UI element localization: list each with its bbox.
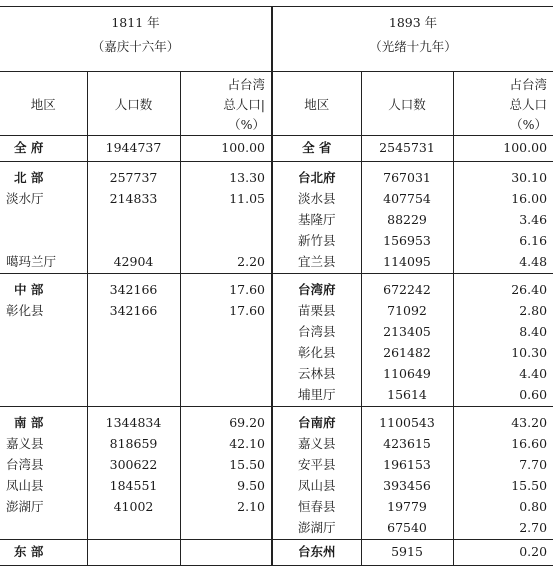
table-cell: 15614 [361, 385, 453, 407]
table-cell [180, 231, 272, 252]
table-cell: 88229 [361, 210, 453, 231]
table-cell: 114095 [361, 252, 453, 274]
table-cell: 156953 [361, 231, 453, 252]
table-cell: 淡水县 [272, 189, 361, 210]
period-1811-reign: （嘉庆十六年） [91, 39, 180, 54]
table-cell: 257737 [87, 168, 180, 189]
region-north [0, 162, 553, 274]
header-share-right [453, 72, 553, 136]
table-cell [0, 343, 87, 364]
table-cell: 恒春县 [272, 497, 361, 518]
table-cell: 4.40 [519, 366, 548, 381]
table-cell: 噶玛兰厅 [0, 252, 87, 274]
table-cell: 184551 [87, 476, 180, 497]
table-cell: 10.30 [511, 345, 548, 360]
period-1893-reign: （光绪十九年） [369, 39, 457, 54]
table-cell: 6.16 [519, 233, 548, 248]
period-1893-year: 1893 年 [388, 15, 438, 30]
table-cell: 嘉义县 [0, 434, 87, 455]
east-pop-right: 5915 [361, 540, 453, 566]
table-cell: 安平县 [272, 455, 361, 476]
header-region-right: 地区 [272, 72, 361, 136]
column-header-row [0, 72, 553, 136]
table-cell: 新竹县 [272, 231, 361, 252]
table-cell [180, 343, 272, 364]
table-cell: 17.60 [180, 280, 272, 301]
table-cell: 19779 [361, 497, 453, 518]
east-pop-left [87, 540, 180, 566]
table-cell: 393456 [361, 476, 453, 497]
total-pop-left: 1944737 [87, 136, 180, 162]
table-cell: 1344834 [87, 413, 180, 434]
table-cell [180, 322, 272, 343]
total-name-right: 全 省 [272, 136, 361, 162]
period-1811-year: 1811 年 [111, 15, 160, 30]
table-cell: 16.00 [511, 191, 548, 206]
table-cell: 214833 [87, 189, 180, 210]
table-cell: 300622 [87, 455, 180, 476]
east-name-right: 台东州 [272, 540, 361, 566]
table-cell: 15.50 [511, 478, 548, 493]
table-cell [87, 231, 180, 252]
total-pop-right: 2545731 [361, 136, 453, 162]
table-row [0, 322, 553, 343]
table-cell: 北 部 [0, 168, 87, 189]
table-cell: 9.50 [180, 476, 272, 497]
table-cell: 672242 [361, 280, 453, 301]
table-cell [0, 385, 87, 407]
table-cell: 1100543 [361, 413, 453, 434]
table-cell [180, 210, 272, 231]
period-1811 [0, 7, 272, 72]
table-cell [180, 518, 272, 540]
region-east [0, 540, 553, 566]
table-cell [87, 210, 180, 231]
table-cell [87, 343, 180, 364]
table-cell: 213405 [361, 322, 453, 343]
table-cell: 15.50 [180, 455, 272, 476]
table-cell: 彰化县 [272, 343, 361, 364]
table-cell: 台湾府 [272, 280, 361, 301]
table-cell: 42904 [87, 252, 180, 274]
table-cell: 342166 [87, 280, 180, 301]
period-1893 [272, 7, 553, 72]
period-header-row [0, 7, 553, 72]
table-cell: 埔里厅 [272, 385, 361, 407]
header-share-left-l2: 总人口| [223, 96, 266, 112]
table-cell: 69.20 [180, 413, 272, 434]
table-row [0, 497, 553, 518]
table-cell: 17.60 [180, 301, 272, 322]
total-share-left: 100.00 [180, 136, 272, 162]
table-row [0, 540, 553, 566]
table-cell: 407754 [361, 189, 453, 210]
table-row [0, 168, 553, 189]
header-population-right: 人口数 [361, 72, 453, 136]
table-cell: 澎湖厅 [272, 518, 361, 540]
population-table [0, 6, 553, 566]
table-cell [0, 364, 87, 385]
table-cell: 16.60 [511, 436, 548, 451]
table-row [0, 413, 553, 434]
table-cell: 台湾县 [272, 322, 361, 343]
table-cell: 30.10 [511, 170, 548, 185]
table-cell [0, 518, 87, 540]
region-central [0, 274, 553, 407]
table-cell: 11.05 [180, 189, 272, 210]
region-south [0, 407, 553, 540]
table-cell: 2.20 [180, 252, 272, 274]
table-cell: 71092 [361, 301, 453, 322]
table-row [0, 518, 553, 540]
table-cell: 818659 [87, 434, 180, 455]
table-cell: 7.70 [519, 457, 548, 472]
table-cell [180, 385, 272, 407]
table-cell: 67540 [361, 518, 453, 540]
table-cell: 43.20 [511, 415, 548, 430]
total-share-right: 100.00 [503, 140, 548, 156]
table-cell [87, 322, 180, 343]
table-cell [0, 231, 87, 252]
east-share-right: 0.20 [519, 544, 548, 560]
table-cell: 342166 [87, 301, 180, 322]
table-cell: 0.80 [519, 499, 548, 514]
table-row [0, 189, 553, 210]
table-cell: 台南府 [272, 413, 361, 434]
table-cell: 彰化县 [0, 301, 87, 322]
table-cell: 423615 [361, 434, 453, 455]
table-row [0, 252, 553, 274]
table-cell: 0.60 [519, 387, 548, 402]
table-cell: 2.80 [519, 303, 548, 318]
table-row [0, 280, 553, 301]
table-cell [87, 364, 180, 385]
table-row [0, 434, 553, 455]
table-cell [87, 385, 180, 407]
east-share-left [180, 540, 272, 566]
table-cell: 196153 [361, 455, 453, 476]
header-share-left [180, 72, 272, 136]
table-cell [180, 364, 272, 385]
table-cell: 宜兰县 [272, 252, 361, 274]
header-share-right-l1: 占台湾 [509, 76, 548, 92]
header-population-left: 人口数 [87, 72, 180, 136]
table-cell [0, 210, 87, 231]
header-share-right-unit: （%） [510, 116, 548, 132]
table-row [0, 385, 553, 407]
table-row [0, 455, 553, 476]
table-cell: 基隆厅 [272, 210, 361, 231]
table-cell: 13.30 [180, 168, 272, 189]
table-cell: 苗栗县 [272, 301, 361, 322]
table-row [0, 343, 553, 364]
header-region-left: 地区 [0, 72, 87, 136]
east-name-left: 东 部 [0, 540, 87, 566]
table-cell: 凤山县 [272, 476, 361, 497]
header-share-right-l2: 总人口 [509, 96, 548, 112]
table-cell: 767031 [361, 168, 453, 189]
table-row [0, 231, 553, 252]
table-row [0, 210, 553, 231]
table-cell: 淡水厅 [0, 189, 87, 210]
table-cell: 26.40 [511, 282, 548, 297]
total-name-left: 全 府 [0, 136, 87, 162]
table-cell: 2.10 [180, 497, 272, 518]
table-cell [87, 518, 180, 540]
table-row [0, 364, 553, 385]
table-cell: 261482 [361, 343, 453, 364]
header-share-left-l1: 占台湾 [227, 76, 266, 92]
table-cell: 110649 [361, 364, 453, 385]
table-cell: 凤山县 [0, 476, 87, 497]
table-cell: 4.48 [519, 254, 548, 269]
table-cell: 澎湖厅 [0, 497, 87, 518]
table-cell: 2.70 [519, 520, 548, 535]
table-row [0, 301, 553, 322]
table-cell: 台湾县 [0, 455, 87, 476]
header-share-left-unit: （%） [228, 116, 266, 132]
table-cell: 云林县 [272, 364, 361, 385]
table-row [0, 476, 553, 497]
table-cell: 南 部 [0, 413, 87, 434]
table-cell: 41002 [87, 497, 180, 518]
table-cell: 中 部 [0, 280, 87, 301]
table-cell: 8.40 [519, 324, 548, 339]
table-cell: 嘉义县 [272, 434, 361, 455]
table-cell: 台北府 [272, 168, 361, 189]
table-cell: 3.46 [519, 212, 548, 227]
table-cell [0, 322, 87, 343]
total-row [0, 136, 553, 162]
table-cell: 42.10 [180, 434, 272, 455]
